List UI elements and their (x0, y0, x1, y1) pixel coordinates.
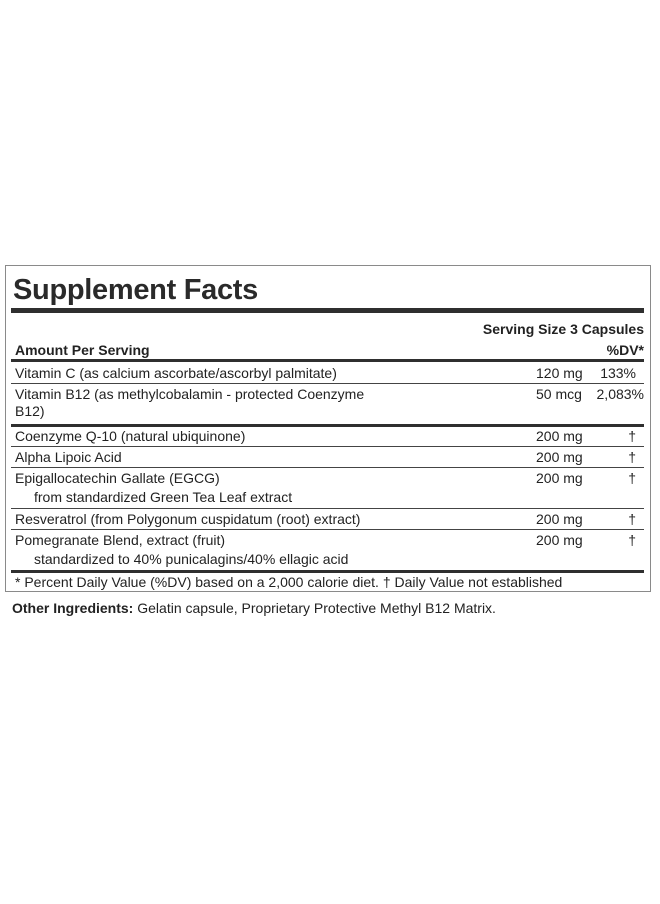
row-divider (11, 467, 644, 468)
nutrient-dv: 133% (600, 365, 636, 381)
row-divider (11, 383, 644, 384)
ingredient-dv: † (628, 428, 636, 444)
ingredient-amount: 200 mg (536, 428, 583, 444)
supplement-facts-panel (5, 265, 651, 592)
title-divider (11, 308, 644, 313)
ingredient-dv: † (628, 449, 636, 465)
ingredient-dv: † (628, 470, 636, 486)
ingredient-source: from standardized Green Tea Leaf extract (34, 489, 293, 505)
ingredient-amount: 200 mg (536, 532, 583, 548)
ingredient-amount: 200 mg (536, 511, 583, 527)
nutrient-name-continued: B12) (15, 403, 45, 419)
ingredient-name: Coenzyme Q-10 (natural ubiquinone) (15, 428, 246, 444)
dv-header: %DV* (606, 342, 644, 358)
ingredient-name: Pomegranate Blend, extract (fruit) (15, 532, 226, 548)
ingredient-source: standardized to 40% punicalagins/40% ellagic acid (34, 551, 349, 567)
other-ingredients (12, 600, 496, 617)
ingredient-dv: † (628, 511, 636, 527)
header-divider (11, 359, 644, 362)
nutrient-name: Vitamin C (as calcium ascorbate/ascorbyl palmitate) (15, 365, 337, 381)
row-divider (11, 508, 644, 509)
ingredient-name: Epigallocatechin Gallate (EGCG) (15, 470, 220, 486)
nutrient-amount: 50 mcg (536, 386, 582, 402)
ingredient-amount: 200 mg (536, 449, 583, 465)
ingredient-name: Alpha Lipoic Acid (15, 449, 122, 465)
nutrient-name: Vitamin B12 (as methylcobalamin - protected Coenzyme (15, 386, 365, 402)
section-divider (11, 424, 644, 427)
row-divider (11, 529, 644, 530)
panel-title: Supplement Facts (13, 274, 258, 306)
footnote: * Percent Daily Value (%DV) based on a 2,000 calorie diet. † Daily Value not established (15, 574, 563, 590)
ingredient-dv: † (628, 532, 636, 548)
other-ingredients-label: Other Ingredients: (12, 600, 134, 616)
row-divider (11, 446, 644, 447)
ingredient-name: Resveratrol (from Polygonum cuspidatum (root) extract) (15, 511, 361, 527)
serving-size: Serving Size 3 Capsules (482, 321, 644, 337)
amount-per-serving-header: Amount Per Serving (15, 342, 150, 358)
nutrient-amount: 120 mg (536, 365, 583, 381)
footnote-divider (11, 570, 644, 573)
ingredient-amount: 200 mg (536, 470, 583, 486)
nutrient-dv: 2,083% (596, 386, 644, 402)
other-ingredients-text: Gelatin capsule, Proprietary Protective Methyl B12 Matrix. (133, 600, 496, 616)
